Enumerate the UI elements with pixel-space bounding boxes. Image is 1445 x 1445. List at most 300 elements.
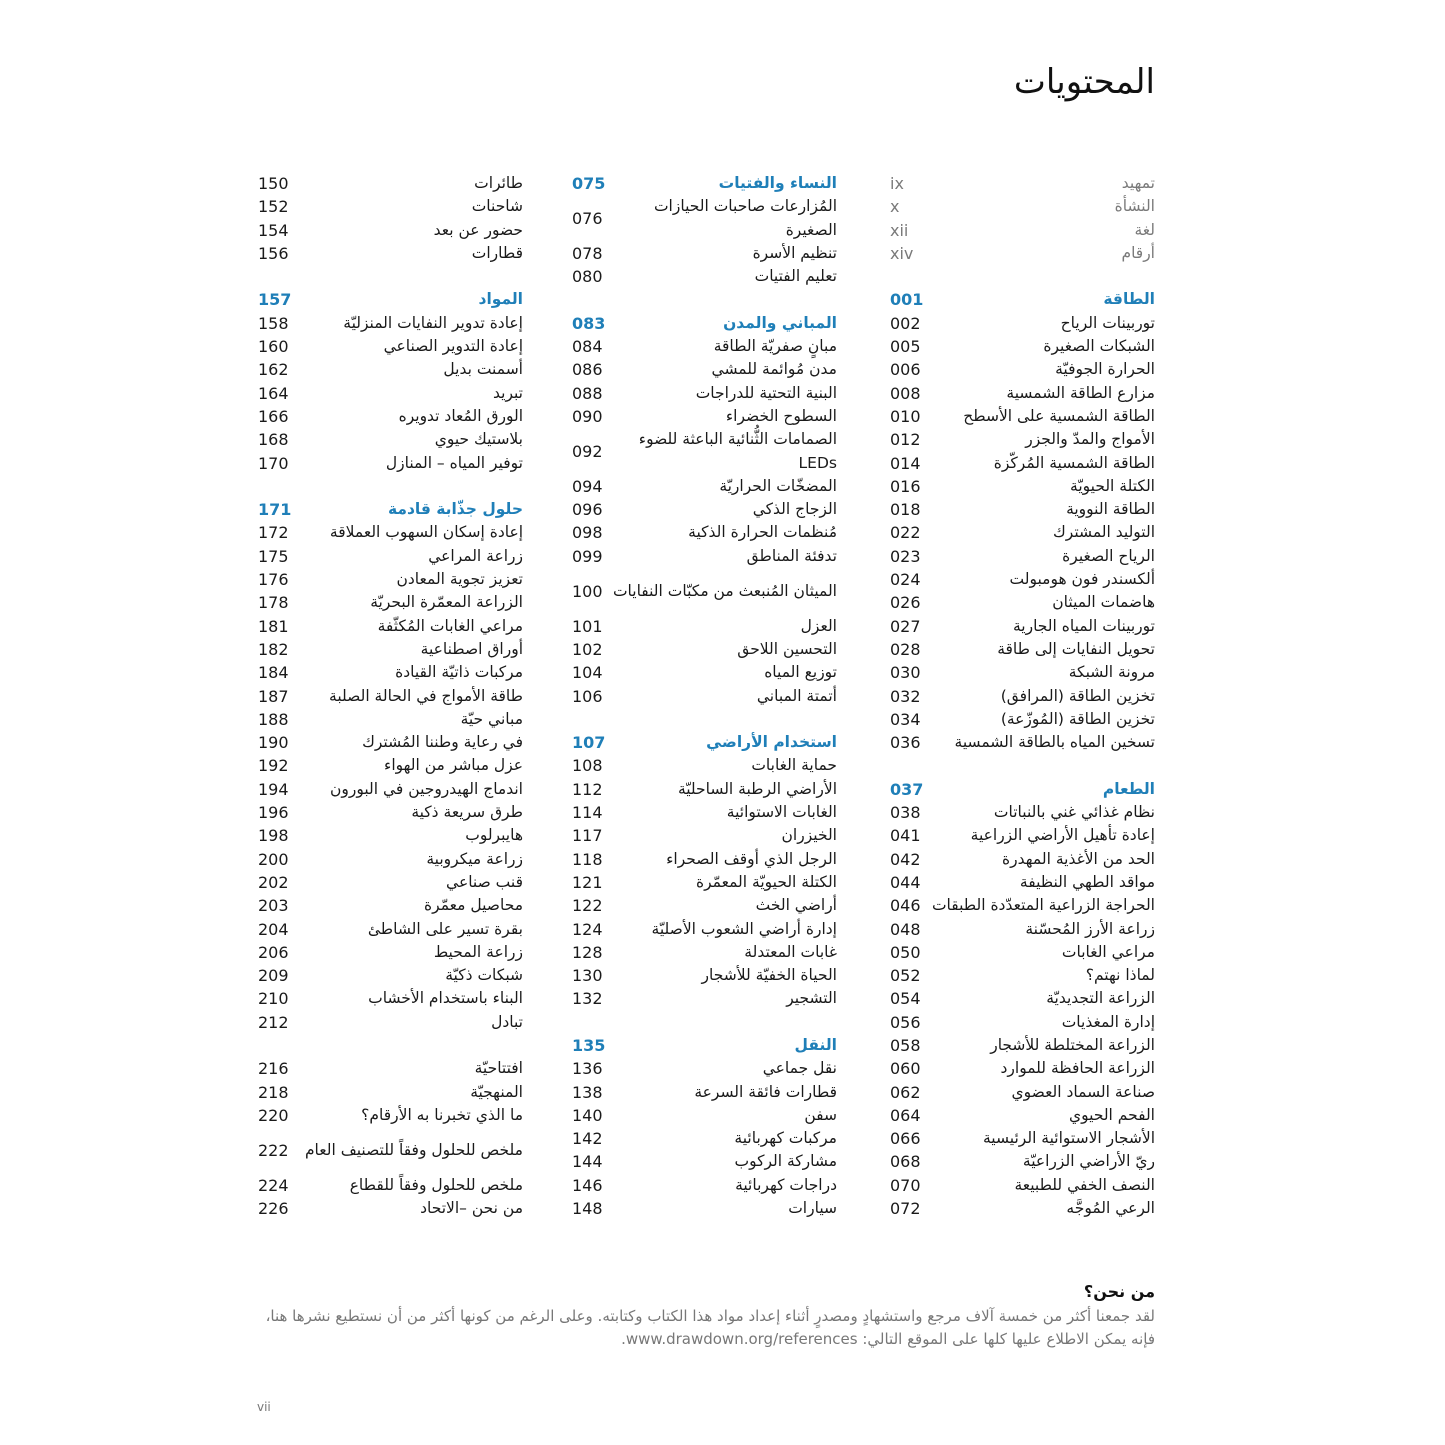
toc-page-number: 090 [572,406,603,426]
toc-entry-title: زراعة المحيط [433,942,523,961]
toc-entry-title: مواقد الطهي النظيفة [1019,872,1155,891]
toc-section-heading [890,778,1155,801]
toc-entry-title: مدن مُوائمة للمشي [711,360,837,379]
toc-entry [258,545,523,568]
toc-entry-title: الطاقة [1103,290,1155,309]
toc-entry-title: النصف الخفي للطبيعة [1014,1175,1155,1194]
toc-page-number: 168 [258,430,289,450]
toc-page-number: 209 [258,966,289,986]
toc-entry [890,219,1155,242]
toc-entry-title: تمهيد [1121,174,1155,192]
toc-column-2 [572,172,837,1220]
toc-entry-title: الحياة الخفيّة للأشجار [701,966,837,985]
about-body: لقد جمعنا أكثر من خمسة آلاف مرجع واستشهادٍ ومصدرٍ أثناء إعداد مواد هذا الكتاب وكتابته. وعلى الرغم من كونها أكثر من أن نستطيع نشرها هنا، فإنه يمكن الاطلاع عليها كلها على الموقع التالي: www.drawdown.org/references. [265,1307,1155,1348]
toc-entry [572,941,837,964]
toc-entry-title: تنظيم الأسرة [752,243,837,262]
toc-column-1 [890,172,1155,1220]
toc-page-number: 008 [890,383,921,403]
toc-entry-title: الأراضي الرطبة الساحليّة [677,779,837,798]
toc-page-number: 176 [258,570,289,590]
toc-page-number: 117 [572,826,603,846]
toc-entry-title: المنهجيّة [470,1082,523,1101]
toc-entry-title: تبريد [493,383,523,402]
toc-entry [572,1127,837,1150]
toc-entry [572,661,837,684]
toc-page-number: 182 [258,639,289,659]
toc-page-number: 122 [572,896,603,916]
toc-entry-title: إعادة إسكان السهوب العملاقة [329,523,523,542]
toc-entry [258,428,523,451]
toc-entry [258,638,523,661]
toc-page-number: 018 [890,500,921,520]
toc-page-number: 002 [890,313,921,333]
toc-page-number: 098 [572,523,603,543]
toc-page-number: 202 [258,872,289,892]
toc-page-number: 187 [258,686,289,706]
toc-entry [258,685,523,708]
toc-entry-title: لغة [1134,220,1155,239]
toc-page-number: 144 [572,1152,603,1172]
toc-entry-title: ما الذي تخبرنا به الأرقام؟ [361,1105,523,1124]
toc-entry-title: أتمتة المباني [756,686,837,705]
toc-entry-title: تخزين الطاقة (المرافق) [1000,686,1155,705]
toc-entry [572,778,837,801]
toc-entry [258,405,523,428]
toc-page-number: 226 [258,1199,289,1219]
toc-entry [890,1174,1155,1197]
toc-entry-title: تعزيز تجوية المعادن [396,570,523,589]
toc-entry [572,428,837,475]
toc-entry [572,1174,837,1197]
toc-page-number: 005 [890,337,921,357]
toc-entry [572,498,837,521]
about-section [255,1282,1155,1351]
toc-entry [890,498,1155,521]
toc-entry [572,918,837,941]
about-title: من نحن؟ [1083,1282,1155,1301]
toc-entry-title: إعادة تدوير النفايات المنزليّة [343,313,523,332]
toc-page-number: 078 [572,243,603,263]
toc-entry [890,335,1155,358]
toc-entry [258,242,523,265]
toc-entry-title: الزراعة المعمّرة البحريّة [370,593,523,612]
toc-entry-title: الزراعة الحافظة للموارد [1000,1059,1155,1078]
toc-page-number: 014 [890,453,921,473]
toc-entry [258,778,523,801]
toc-entry [258,568,523,591]
toc-entry-title: بقرة تسير على الشاطئ [367,919,523,938]
toc-entry-title: اندماج الهيدروجين في البورون [330,779,523,798]
toc-entry [258,335,523,358]
toc-page-number: 170 [258,453,289,473]
toc-entry-title: أسمنت بديل [443,360,523,379]
toc-entry-title: هاضمات الميثان [1052,593,1155,612]
toc-page-number: 164 [258,383,289,403]
toc-entry-title: الأمواج والمدّ والجزر [1025,430,1155,449]
toc-entry-title: المضخّات الحراريّة [719,476,837,495]
toc-page-number: 184 [258,663,289,683]
toc-page-number: 146 [572,1175,603,1195]
toc-entry-title: النقل [794,1035,837,1054]
toc-entry [890,382,1155,405]
toc-page-number: 037 [890,779,924,799]
toc-entry-title: طاقة الأمواج في الحالة الصلبة [329,686,523,705]
toc-page-number: 100 [572,581,603,601]
toc-entry-title: من نحن –الاتحاد [420,1199,523,1218]
toc-page-number: 028 [890,639,921,659]
toc-entry-title: لماذا نهتم؟ [1085,966,1155,985]
toc-entry-title: الكتلة الحيويّة [1070,476,1155,495]
section-spacer [572,708,837,731]
toc-entry [890,941,1155,964]
toc-entry-title: حلول جذّابة قادمة [387,500,523,519]
toc-entry-title: مُنظمات الحرارة الذكية [688,523,837,542]
toc-page-number: 108 [572,756,603,776]
toc-section-heading [572,312,837,335]
section-spacer [258,475,523,498]
toc-page-number: 124 [572,919,603,939]
toc-page-number: 101 [572,616,603,636]
toc-entry [890,731,1155,754]
toc-page-number: 030 [890,663,921,683]
toc-entry-title: الحد من الأغذية المهدرة [1002,849,1155,868]
toc-page-number: 140 [572,1105,603,1125]
toc-entry-title: مبانٍ صفريّة الطاقة [713,337,837,356]
toc-page-number: 001 [890,290,924,310]
toc-page-number: 056 [890,1012,921,1032]
toc-page-number: 010 [890,406,921,426]
toc-entry [572,1081,837,1104]
toc-entry [258,987,523,1010]
toc-entry [890,1150,1155,1173]
section-spacer [890,265,1155,288]
toc-entry [258,801,523,824]
toc-entry [572,545,837,568]
toc-page-number: xiv [890,243,914,263]
toc-page-number: 022 [890,523,921,543]
toc-entry [890,1081,1155,1104]
toc-page-number: 206 [258,942,289,962]
toc-entry [258,521,523,544]
toc-page-number: 032 [890,686,921,706]
toc-page-number: 154 [258,220,289,240]
toc-entry [258,754,523,777]
toc-entry [258,918,523,941]
toc-entry [890,405,1155,428]
toc-entry [572,358,837,381]
page-number: vii [257,1400,271,1414]
toc-page-number: 196 [258,803,289,823]
toc-entry [572,615,837,638]
toc-page-number: 142 [572,1129,603,1149]
toc-entry [258,871,523,894]
toc-page-number: 094 [572,476,603,496]
toc-entry [572,568,837,615]
toc-page-number: xii [890,220,909,240]
toc-page-number: 150 [258,174,289,193]
toc-entry-title: الخيزران [781,826,837,845]
toc-entry [258,1104,523,1127]
toc-page-number: 106 [572,686,603,706]
toc-entry [890,848,1155,871]
toc-page-number: 041 [890,826,921,846]
toc-section-heading [572,1034,837,1057]
toc-page-number: 220 [258,1105,289,1125]
toc-page-number: 121 [572,872,603,892]
toc-page-number: 136 [572,1059,603,1079]
toc-page-number: 171 [258,500,292,520]
toc-page-number: 218 [258,1082,289,1102]
toc-entry-title: الزراعة المختلطة للأشجار [990,1035,1155,1054]
toc-entry-title: مزارع الطاقة الشمسية [1006,383,1155,402]
toc-entry [890,801,1155,824]
toc-entry-title: طائرات [474,174,523,192]
toc-page-number: 172 [258,523,289,543]
toc-entry [890,172,1155,195]
toc-entry [890,918,1155,941]
toc-entry [258,941,523,964]
toc-entry-title: الأشجار الاستوائية الرئيسية [982,1129,1155,1148]
toc-page-number: 203 [258,896,289,916]
toc-entry-title: زراعة ميكروبية [426,849,523,868]
toc-page-number: 222 [258,1140,289,1160]
toc-entry [572,964,837,987]
toc-entry-title: إدارة المغذيات [1061,1012,1155,1031]
toc-page-number: 072 [890,1199,921,1219]
toc-entry [258,1174,523,1197]
toc-page-number: 181 [258,616,289,636]
toc-entry-title: المباني والمدن [723,313,837,332]
toc-entry-title: الورق المُعاد تدويره [398,406,523,425]
toc-page-number: 060 [890,1059,921,1079]
toc-entry [890,824,1155,847]
toc-page-number: 048 [890,919,921,939]
toc-entry [890,1057,1155,1080]
toc-entry-title: البنية التحتية للدراجات [695,383,837,402]
toc-entry-title: ريّ الأراضي الزراعيّة [1022,1152,1155,1171]
toc-entry [258,1197,523,1220]
toc-entry-title: مباني حيّة [460,709,523,728]
toc-entry-title: الكتلة الحيويّة المعمّرة [695,872,837,891]
toc-entry-title: النشأة [1114,197,1155,216]
toc-entry [890,964,1155,987]
toc-page-number: 006 [890,360,921,380]
toc-entry [258,358,523,381]
toc-page-number: 135 [572,1035,606,1055]
toc-page-number: 046 [890,896,921,916]
toc-page-number: 107 [572,733,606,753]
toc-entry-title: طرق سريعة ذكية [411,803,523,822]
toc-entry-title: الرعي المُوجَّه [1066,1199,1155,1218]
toc-entry [890,661,1155,684]
toc-entry-title: السطوح الخضراء [725,406,837,425]
toc-entry-title: الغابات الاستوائية [726,803,837,822]
toc-entry-title: استخدام الأراضي [706,733,837,752]
toc-entry-title: الطاقة النووية [1066,500,1155,519]
toc-entry [890,545,1155,568]
toc-entry-title: تسخين المياه بالطاقة الشمسية [954,733,1155,752]
section-spacer [890,754,1155,777]
toc-section-heading [890,288,1155,311]
toc-entry [258,894,523,917]
toc-page-number: 080 [572,267,603,287]
section-spacer [572,1011,837,1034]
toc-entry [258,452,523,475]
toc-page-number: 190 [258,733,289,753]
toc-page-number: 200 [258,849,289,869]
toc-entry-title: الشبكات الصغيرة [1043,337,1155,356]
toc-entry-title: التشجير [786,989,837,1008]
toc-entry-title: عزل مباشر من الهواء [384,756,523,775]
toc-entry [258,172,523,195]
toc-page-number: 027 [890,616,921,636]
toc-entry-title: ملخص للحلول وفقاً للتصنيف العام [304,1140,523,1159]
toc-page-number: 210 [258,989,289,1009]
toc-entry [258,661,523,684]
toc-entry-title: غابات المعتدلة [744,942,837,961]
toc-entry [258,1127,523,1174]
toc-entry-title: في رعاية وطننا المُشترك [362,733,523,752]
toc-entry-title: نظام غذائي غني بالنباتات [993,803,1155,822]
toc-page-number: 204 [258,919,289,939]
toc-entry-title: الحرارة الجوفيّة [1055,360,1155,379]
toc-entry-title: مركبات كهربائية [734,1129,837,1148]
toc-entry-title: دراجات كهربائية [735,1175,837,1194]
toc-page-number: 152 [258,197,289,217]
toc-page-number: 130 [572,966,603,986]
toc-entry [572,1150,837,1173]
toc-entry-title: حضور عن بعد [433,220,523,239]
toc-entry [890,568,1155,591]
toc-entry-title: توزيع المياه [764,663,837,682]
toc-entry [258,1011,523,1034]
toc-entry-title: زراعة المراعي [428,546,523,565]
toc-page-number: 092 [572,441,603,461]
toc-page-number: 138 [572,1082,603,1102]
toc-entry-title: العزل [800,616,837,635]
toc-page-number: 148 [572,1199,603,1219]
toc-page-number: 099 [572,546,603,566]
toc-entry [258,708,523,731]
toc-page-number: 192 [258,756,289,776]
toc-page-number: 198 [258,826,289,846]
toc-page-number: 128 [572,942,603,962]
toc-page-number: 026 [890,593,921,613]
toc-entry [890,312,1155,335]
toc-entry [890,708,1155,731]
toc-page-number: 104 [572,663,603,683]
toc-page-number: 088 [572,383,603,403]
toc-entry-title: مراعي الغابات المُكثّفة [377,616,523,635]
toc-entry-title: سيارات [788,1199,837,1218]
toc-entry-title: التحسين اللاحق [737,639,837,658]
toc-entry-title: بلاستيك حيوي [434,430,523,449]
toc-entry-title: إدارة أراضي الشعوب الأصليّة [651,919,837,938]
toc-entry-title: تخزين الطاقة (المُوزّعة) [1000,709,1155,728]
toc-entry [258,219,523,242]
section-spacer [258,265,523,288]
toc-page-number: 160 [258,337,289,357]
toc-entry-title: محاصيل معمّرة [424,896,523,915]
toc-entry-title: شاحنات [471,197,523,216]
toc-page-number: 062 [890,1082,921,1102]
toc-entry [890,1197,1155,1220]
toc-page-number: 070 [890,1175,921,1195]
toc-entry [572,987,837,1010]
toc-entry [890,685,1155,708]
toc-entry [890,638,1155,661]
toc-entry [258,1057,523,1080]
toc-entry [572,824,837,847]
toc-page-number: 036 [890,733,921,753]
toc-entry [258,1081,523,1104]
toc-entry-title: أوراق اصطناعية [420,639,523,658]
toc-page-number: 050 [890,942,921,962]
toc-entry-title: سفن [804,1105,837,1124]
toc-page-number: 188 [258,709,289,729]
toc-entry-title: الرجل الذي أوقف الصحراء [666,849,837,868]
toc-page-number: 157 [258,290,292,310]
toc-section-heading [258,498,523,521]
toc-page-number: 066 [890,1129,921,1149]
toc-page-number: 224 [258,1175,289,1195]
toc-entry [890,428,1155,451]
toc-page-number: 102 [572,639,603,659]
toc-entry-title: مرونة الشبكة [1068,663,1155,682]
toc-entry-title: الصمامات الثُّنائية الباعثة للضوء LEDs [638,430,837,472]
toc-page-number: 112 [572,779,603,799]
toc-entry [890,591,1155,614]
toc-entry-title: الرياح الصغيرة [1062,546,1155,565]
toc-entry [572,521,837,544]
toc-entry [258,731,523,754]
toc-entry [572,1104,837,1127]
toc-section-heading [572,172,837,195]
toc-page-number: 042 [890,849,921,869]
toc-entry-title: مراعي الغابات [1061,942,1155,961]
toc-page-number: 038 [890,803,921,823]
toc-entry-title: ألكسندر فون هومبولت [1009,570,1155,589]
toc-entry-title: المواد [478,290,523,309]
toc-page-number: 156 [258,243,289,263]
toc-entry-title: هايبرلوب [465,826,523,845]
toc-entry [572,685,837,708]
toc-entry [258,615,523,638]
toc-page-number: 132 [572,989,603,1009]
toc-entry [890,475,1155,498]
toc-page-number: ix [890,174,904,193]
toc-entry [572,242,837,265]
toc-entry-title: تعليم الفتيات [754,267,837,286]
toc-column-3 [258,172,523,1220]
toc-entry [572,475,837,498]
toc-entry-title: الحراجة الزراعية المتعدّدة الطبقات [931,896,1155,915]
toc-entry-title: توربينات الرياح [1060,313,1155,332]
toc-page-number: 076 [572,208,603,228]
toc-entry-title: البناء باستخدام الأخشاب [368,989,523,1008]
toc-page-number: 075 [572,174,606,193]
toc-entry [572,754,837,777]
toc-entry [890,871,1155,894]
toc-entry-title: نقل جماعي [762,1059,837,1078]
toc-entry-title: حماية الغابات [751,756,837,775]
page-title: المحتويات [1013,62,1155,102]
toc-entry-title: أراضي الخث [755,896,837,915]
toc-page-number: 016 [890,476,921,496]
toc-entry-title: تبادل [491,1012,523,1031]
toc-page-number: 175 [258,546,289,566]
toc-entry-title: قطارات [471,243,523,262]
